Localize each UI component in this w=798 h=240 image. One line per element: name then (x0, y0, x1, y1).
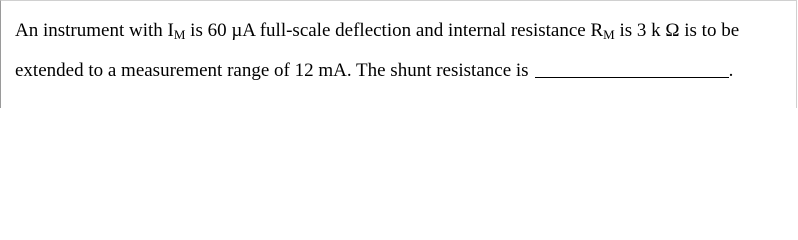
meter-current-subscript: M (173, 27, 186, 42)
question-line-1 (15, 19, 739, 47)
question-text-part-2: is 60 µA full-scale deflection and internal resistance R (185, 20, 604, 41)
question-end-period: . (728, 60, 734, 81)
question-text-part-4: extended to a measurement range of 12 mA. The shunt resistance is (15, 60, 529, 81)
question-line-2 (15, 59, 733, 83)
question-text-part-3: is 3 k Ω is to be (614, 20, 740, 41)
meter-resistance-subscript: M (603, 27, 615, 42)
question-frame (0, 0, 797, 108)
answer-blank[interactable] (535, 59, 729, 78)
question-text-part-1: An instrument with I (15, 20, 174, 41)
